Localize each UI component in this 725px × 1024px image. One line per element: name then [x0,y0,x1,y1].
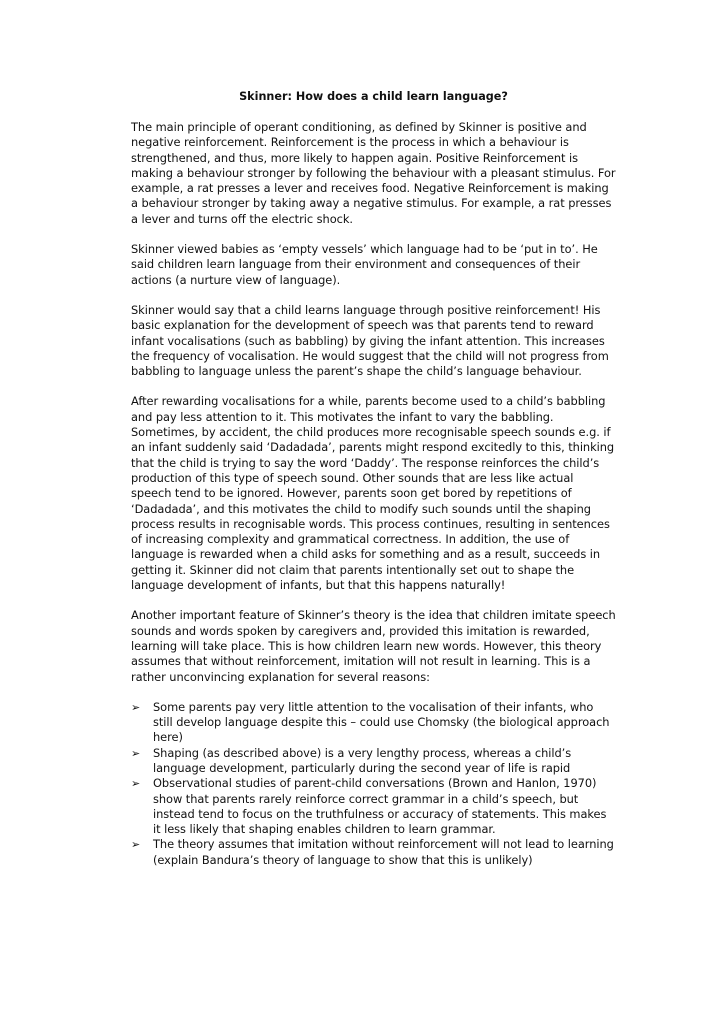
list-item [131,700,616,746]
criticism-list [131,700,616,868]
paragraph-positive-reinforcement: Skinner would say that a child learns language through positive reinforcement! His basic explanation for the development of speech was that parents tend to reward infant vocalisations (such as babbling) by giving the infant attention. This increases the frequency of vocalisation. He would suggest that the child will not progress from babbling to language unless the parent’s shape the child’s language behaviour. [131,302,609,379]
paragraph-imitation: Another important feature of Skinner’s theory is the idea that children imitate speech sounds and words spoken by caregivers and, provided this imitation is rewarded, learning will take place. This is how children learn new words. However, this theory assumes that without reinforcement, imitation will not result in learning. This is a rather unconvincing explanation for several reasons: [131,608,616,684]
list-item [131,746,616,777]
document-page [131,89,616,868]
list-item-text: Observational studies of parent-child conversations (Brown and Hanlon, 1970) show that parents rarely reinforce correct grammar in a child’s speech, but instead tend to focus on the truthfulness or accuracy of statements. This makes it less likely that shaping enables children to learn grammar. [153,776,607,837]
list-item-text: Some parents pay very little attention to the vocalisation of their infants, who still develop language despite this – could use Chomsky (the biological approach here) [153,699,610,745]
arrowhead-bullet-icon: ➢ [131,700,141,714]
list-item-text: Shaping (as described above) is a very lengthy process, whereas a child’s language development, particularly during the second year of life is rapid [153,745,572,775]
arrowhead-bullet-icon: ➢ [131,746,141,760]
paragraph-empty-vessels: Skinner viewed babies as ‘empty vessels’ which language had to be ‘put in to’. He said children learn language from their environment and consequences of their actions (a nurture view of language). [131,242,598,287]
list-item [131,837,616,868]
arrowhead-bullet-icon: ➢ [131,838,141,852]
paragraph-operant-conditioning: The main principle of operant conditioning, as defined by Skinner is positive and negative reinforcement. Reinforcement is the process in which a behaviour is strengthened, and thus, more likely to happen again. Positive Reinforcement is making a behaviour stronger by following the behaviour with a pleasant stimulus. For example, a rat presses a lever and receives food. Negative Reinforcement is making a behaviour stronger by taking away a negative stimulus. For example, a rat presses a lever and turns off the electric shock. [131,120,616,226]
list-item [131,776,616,837]
arrowhead-bullet-icon: ➢ [131,777,141,791]
paragraph-shaping: After rewarding vocalisations for a while, parents become used to a child’s babbling and pay less attention to it. This motivates the infant to vary the babbling. Sometimes, by accident, the child produces more recognisable speech sounds e.g. if an infant suddenly said ‘Dadadada’, parents might respond excitedly to this, thinking that the child is trying to say the word ‘Daddy’. The response reinforces the child’s production of this type of speech sound. Other sounds that are less like actual speech tend to be ignored. However, parents soon get bored by repetitions of ‘Dadadada’, and this motivates the child to modify such sounds until the shaping process results in recognisable words. This process continues, resulting in sentences of increasing complexity and grammatical correctness. In addition, the use of language is rewarded when a child asks for something and as a result, succeeds in getting it. Skinner did not claim that parents intentionally set out to shape the language development of infants, but that this happens naturally! [131,394,615,593]
document-title: Skinner: How does a child learn language? [239,90,508,103]
list-item-text: The theory assumes that imitation without reinforcement will not lead to learning (explain Bandura’s theory of language to show that this is unlikely) [153,837,614,867]
